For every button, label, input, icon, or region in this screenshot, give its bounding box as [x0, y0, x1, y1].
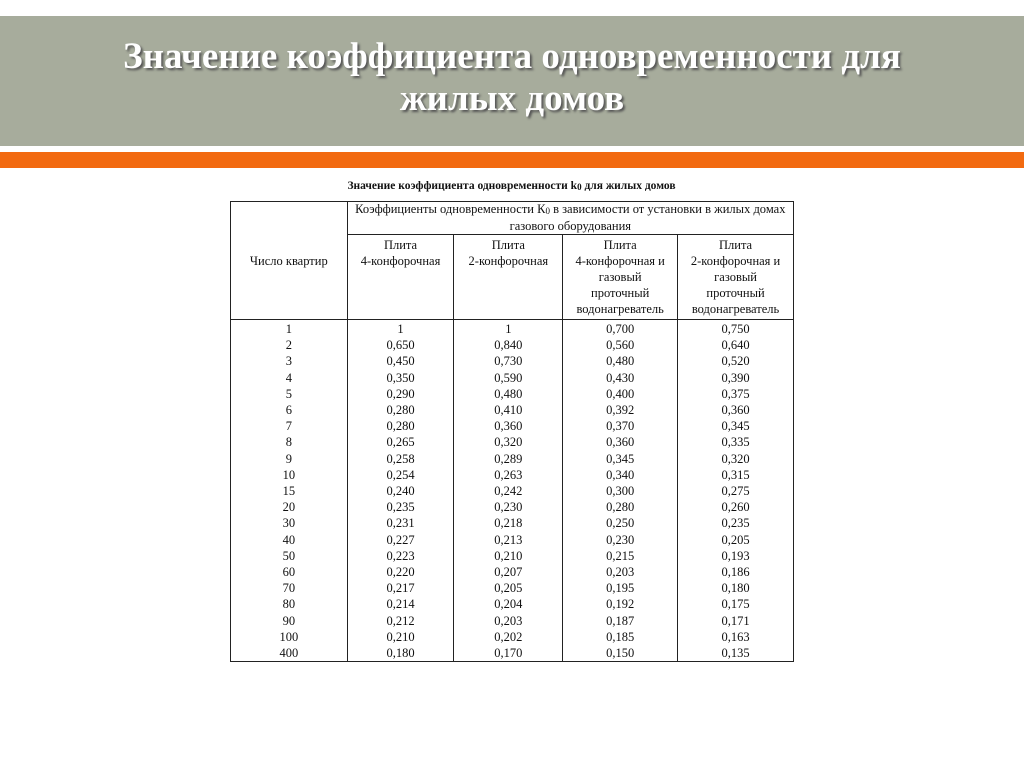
coefficient-cell: 0,350: [347, 370, 454, 386]
column-header-line: Плита: [383, 238, 418, 252]
table-row: [231, 434, 794, 450]
coefficient-cell: 0,235: [347, 499, 454, 515]
apartment-count-cell: 6: [231, 402, 348, 418]
coefficient-cell: 0,360: [563, 434, 678, 450]
coefficient-cell: 0,400: [563, 386, 678, 402]
table-row: [231, 629, 794, 645]
column-header-line: водонагреватель: [691, 302, 780, 316]
coefficient-cell: 0,360: [678, 402, 794, 418]
coefficient-cell: 0,280: [347, 418, 454, 434]
caption-text-suffix: для жилых домов: [581, 180, 676, 192]
coefficient-cell: 0,650: [347, 337, 454, 353]
column-header-line: Плита: [718, 238, 753, 252]
coefficient-cell: 0,640: [678, 337, 794, 353]
table-row: [231, 613, 794, 629]
coefficient-cell: 1: [454, 320, 563, 338]
coefficient-cell: 0,520: [678, 353, 794, 369]
table-row: [231, 353, 794, 369]
coefficient-cell: 0,258: [347, 451, 454, 467]
table-row: [231, 370, 794, 386]
column-header-line: 4-конфорочная: [360, 254, 441, 268]
coefficient-cell: 0,340: [563, 467, 678, 483]
table-row: [231, 596, 794, 612]
coefficient-cell: 0,170: [454, 645, 563, 662]
coefficient-cell: 0,320: [454, 434, 563, 450]
coefficient-cell: 0,315: [678, 467, 794, 483]
column-header: [678, 235, 794, 320]
caption-text: Значение коэффициента одновременности k: [347, 180, 578, 192]
coefficient-cell: 0,300: [563, 483, 678, 499]
coefficient-cell: 0,215: [563, 548, 678, 564]
table-row: [231, 402, 794, 418]
apartment-count-cell: 60: [231, 564, 348, 580]
coefficient-cell: 0,730: [454, 353, 563, 369]
coefficient-cell: 0,230: [563, 532, 678, 548]
coefficient-cell: 0,204: [454, 596, 563, 612]
coefficient-cell: 1: [347, 320, 454, 338]
coefficient-cell: 0,202: [454, 629, 563, 645]
apartment-count-cell: 30: [231, 515, 348, 531]
table-caption: [230, 180, 793, 192]
coefficient-cell: 0,205: [678, 532, 794, 548]
column-header-line: водонагреватель: [576, 302, 664, 316]
coefficient-cell: 0,180: [347, 645, 454, 662]
apartment-count-cell: 1: [231, 320, 348, 338]
coefficient-cell: 0,263: [454, 467, 563, 483]
column-header-line: Плита: [491, 238, 525, 252]
apartment-count-cell: 8: [231, 434, 348, 450]
coefficient-cell: 0,227: [347, 532, 454, 548]
coefficient-cell: 0,265: [347, 434, 454, 450]
apartment-count-cell: 7: [231, 418, 348, 434]
table-row: [231, 532, 794, 548]
header-apartments: Число квартир: [231, 202, 348, 320]
coefficient-cell: 0,450: [347, 353, 454, 369]
coefficient-cell: 0,171: [678, 613, 794, 629]
column-header: [563, 235, 678, 320]
apartment-count-cell: 40: [231, 532, 348, 548]
apartment-count-cell: 9: [231, 451, 348, 467]
coefficient-cell: 0,345: [678, 418, 794, 434]
table-row: [231, 499, 794, 515]
table-row: [231, 418, 794, 434]
header-group: [347, 202, 793, 235]
table-row: [231, 515, 794, 531]
coefficient-cell: 0,840: [454, 337, 563, 353]
coefficient-cell: 0,370: [563, 418, 678, 434]
table-row: [231, 483, 794, 499]
apartment-count-cell: 15: [231, 483, 348, 499]
column-header: [454, 235, 563, 320]
coefficient-cell: 0,187: [563, 613, 678, 629]
coefficient-cell: 0,193: [678, 548, 794, 564]
coefficient-cell: 0,320: [678, 451, 794, 467]
apartment-count-cell: 50: [231, 548, 348, 564]
coefficient-cell: 0,218: [454, 515, 563, 531]
coefficient-cell: 0,590: [454, 370, 563, 386]
table-row: [231, 467, 794, 483]
coefficient-cell: 0,175: [678, 596, 794, 612]
apartment-count-cell: 20: [231, 499, 348, 515]
apartment-count-cell: 90: [231, 613, 348, 629]
coefficient-cell: 0,390: [678, 370, 794, 386]
coefficient-cell: 0,195: [563, 580, 678, 596]
coefficient-cell: 0,375: [678, 386, 794, 402]
coefficient-cell: 0,280: [347, 402, 454, 418]
apartment-count-cell: 3: [231, 353, 348, 369]
apartment-count-cell: 10: [231, 467, 348, 483]
caption-subscript: 0: [577, 182, 582, 192]
column-header-line: газовый: [714, 270, 757, 284]
coefficient-cell: 0,235: [678, 515, 794, 531]
coefficient-cell: 0,430: [563, 370, 678, 386]
apartment-count-cell: 2: [231, 337, 348, 353]
table-row: [231, 386, 794, 402]
apartment-count-cell: 4: [231, 370, 348, 386]
coefficient-cell: 0,231: [347, 515, 454, 531]
coefficient-cell: 0,392: [563, 402, 678, 418]
column-header-line: 4-конфорочная и: [575, 254, 665, 268]
coefficient-cell: 0,210: [347, 629, 454, 645]
coefficient-cell: 0,180: [678, 580, 794, 596]
coefficient-cell: 0,360: [454, 418, 563, 434]
coefficient-cell: 0,290: [347, 386, 454, 402]
table-row: [231, 564, 794, 580]
coefficient-cell: 0,560: [563, 337, 678, 353]
coefficient-cell: 0,250: [563, 515, 678, 531]
table-row: [231, 580, 794, 596]
coefficient-cell: 0,275: [678, 483, 794, 499]
coefficient-cell: 0,480: [563, 353, 678, 369]
coefficient-cell: 0,185: [563, 629, 678, 645]
coefficient-cell: 0,242: [454, 483, 563, 499]
column-header-line: Плита: [603, 238, 637, 252]
table-row: [231, 645, 794, 662]
coefficient-cell: 0,135: [678, 645, 794, 662]
coefficient-cell: 0,217: [347, 580, 454, 596]
slide-title-line-1: Значение коэффициента одновременности для: [123, 36, 901, 77]
coefficient-cell: 0,260: [678, 499, 794, 515]
table-row: [231, 548, 794, 564]
coefficient-cell: 0,205: [454, 580, 563, 596]
table-row: [231, 337, 794, 353]
column-header-line: проточный: [706, 286, 765, 300]
coefficient-cell: 0,212: [347, 613, 454, 629]
coefficient-cell: 0,203: [563, 564, 678, 580]
column-header-line: газовый: [598, 270, 642, 284]
apartment-count-cell: 5: [231, 386, 348, 402]
apartment-count-cell: 70: [231, 580, 348, 596]
coefficient-cell: 0,186: [678, 564, 794, 580]
column-header: [347, 235, 454, 320]
coefficient-cell: 0,163: [678, 629, 794, 645]
coefficient-cell: 0,254: [347, 467, 454, 483]
coefficient-cell: 0,289: [454, 451, 563, 467]
coefficient-cell: 0,410: [454, 402, 563, 418]
group-header-subscript: 0: [545, 206, 550, 216]
accent-bar: [0, 152, 1024, 168]
coefficient-cell: 0,207: [454, 564, 563, 580]
group-header-text-suffix: в зависимости от установки в жилых домах газового оборудования: [509, 202, 786, 233]
column-header-line: проточный: [591, 286, 650, 300]
apartment-count-cell: 400: [231, 645, 348, 662]
coefficient-cell: 0,335: [678, 434, 794, 450]
coefficient-cell: 0,345: [563, 451, 678, 467]
table-row: [231, 320, 794, 338]
coefficient-cell: 0,192: [563, 596, 678, 612]
coefficient-cell: 0,280: [563, 499, 678, 515]
slide-title-line-2: жилых домов: [399, 78, 625, 119]
coefficient-table: [230, 201, 794, 662]
coefficient-cell: 0,203: [454, 613, 563, 629]
column-header-line: 2-конфорочная и: [690, 254, 781, 268]
table-row: [231, 451, 794, 467]
coefficient-cell: 0,213: [454, 532, 563, 548]
apartment-count-cell: 80: [231, 596, 348, 612]
column-header-line: 2-конфорочная: [468, 254, 549, 268]
coefficient-cell: 0,220: [347, 564, 454, 580]
apartment-count-cell: 100: [231, 629, 348, 645]
coefficient-cell: 0,240: [347, 483, 454, 499]
coefficient-cell: 0,750: [678, 320, 794, 338]
coefficient-cell: 0,230: [454, 499, 563, 515]
coefficient-cell: 0,223: [347, 548, 454, 564]
coefficient-cell: 0,700: [563, 320, 678, 338]
coefficient-cell: 0,480: [454, 386, 563, 402]
group-header-text: Коэффициенты одновременности К: [355, 202, 546, 216]
coefficient-cell: 0,214: [347, 596, 454, 612]
slide-title: [0, 36, 1024, 120]
coefficient-cell: 0,150: [563, 645, 678, 662]
coefficient-cell: 0,210: [454, 548, 563, 564]
